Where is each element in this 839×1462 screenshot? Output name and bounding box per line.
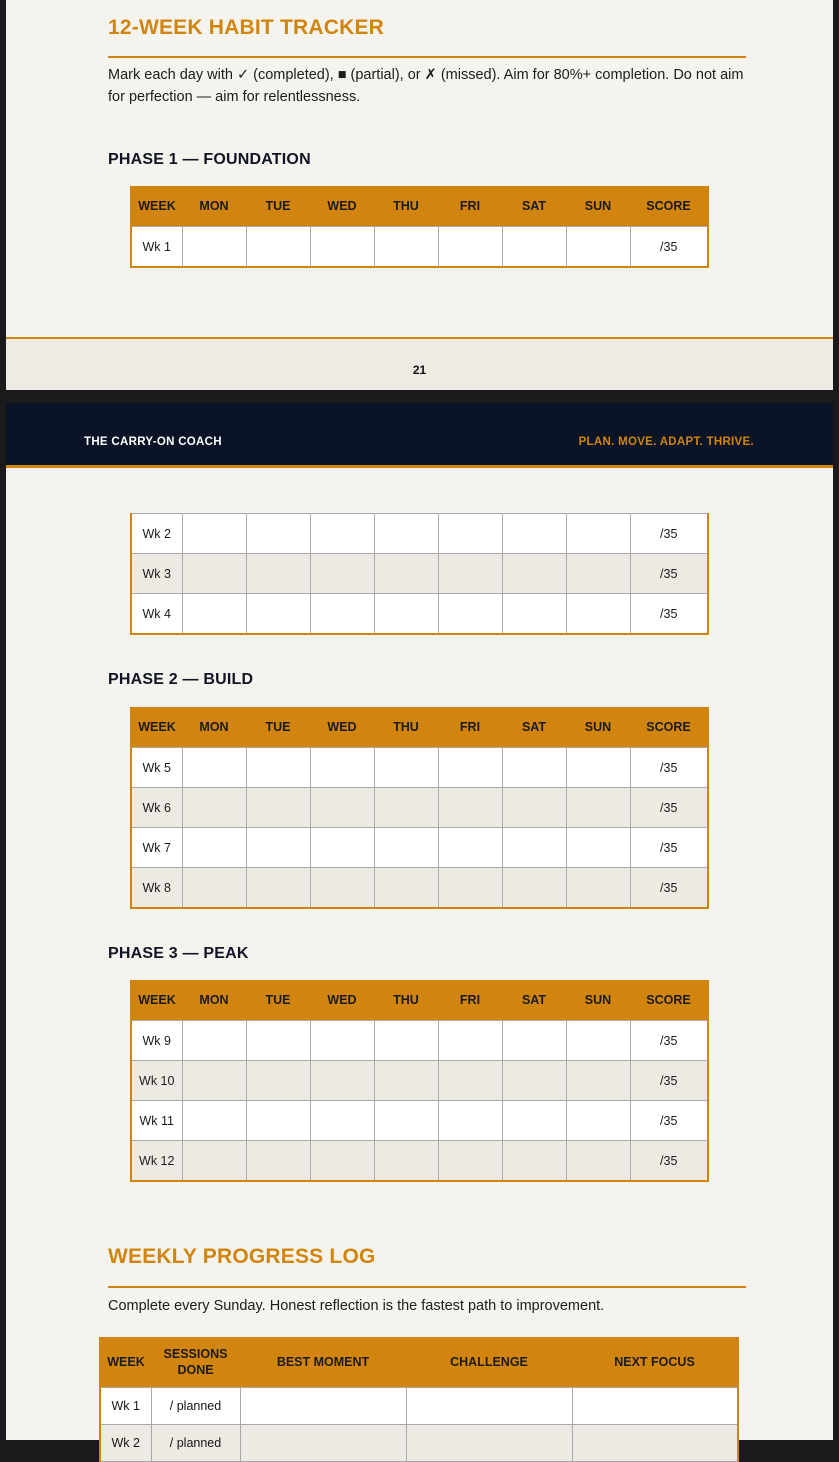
- day-cell[interactable]: [502, 594, 566, 635]
- day-cell[interactable]: [246, 1061, 310, 1101]
- day-cell[interactable]: [438, 1061, 502, 1101]
- table-row: [131, 1061, 708, 1101]
- week-cell: Wk 8: [131, 868, 182, 909]
- day-cell[interactable]: [502, 1021, 566, 1061]
- week-cell: Wk 7: [131, 828, 182, 868]
- day-cell[interactable]: [182, 1021, 246, 1061]
- column-header-sun: SUN: [566, 980, 630, 1021]
- day-cell[interactable]: [566, 788, 630, 828]
- day-cell[interactable]: [438, 868, 502, 909]
- day-cell[interactable]: [246, 514, 310, 554]
- column-header-wed: WED: [310, 980, 374, 1021]
- day-cell[interactable]: [182, 868, 246, 909]
- column-header-tue: TUE: [246, 980, 310, 1021]
- day-cell[interactable]: [182, 748, 246, 788]
- next-focus-cell[interactable]: [572, 1425, 738, 1462]
- day-cell[interactable]: [374, 514, 438, 554]
- column-header-thu: THU: [374, 186, 438, 227]
- column-header-fri: FRI: [438, 186, 502, 227]
- best-moment-cell[interactable]: [240, 1388, 406, 1425]
- day-cell[interactable]: [502, 227, 566, 268]
- phase-2-table: [130, 707, 709, 909]
- column-header-week: WEEK: [131, 186, 182, 227]
- sessions-cell[interactable]: / planned: [151, 1388, 240, 1425]
- score-cell[interactable]: /35: [630, 514, 708, 554]
- table-row: [131, 594, 708, 635]
- table-row: [131, 828, 708, 868]
- week-cell: Wk 1: [100, 1388, 151, 1425]
- day-cell[interactable]: [566, 227, 630, 268]
- column-header-tue: TUE: [246, 186, 310, 227]
- column-header-sun: SUN: [566, 186, 630, 227]
- phase-1-table: [130, 186, 709, 268]
- table-row: [100, 1388, 738, 1425]
- week-cell: Wk 10: [131, 1061, 182, 1101]
- column-header-week: WEEK: [131, 707, 182, 748]
- day-cell[interactable]: [246, 748, 310, 788]
- day-cell[interactable]: [374, 868, 438, 909]
- day-cell[interactable]: [182, 1061, 246, 1101]
- score-cell[interactable]: /35: [630, 227, 708, 268]
- day-cell[interactable]: [566, 514, 630, 554]
- day-cell[interactable]: [566, 1021, 630, 1061]
- week-cell: Wk 2: [100, 1425, 151, 1462]
- day-cell[interactable]: [310, 828, 374, 868]
- day-cell[interactable]: [246, 788, 310, 828]
- document-page-22: [6, 403, 833, 1450]
- progress-log-intro: Complete every Sunday. Honest reflection is the fastest path to improvement.: [108, 1298, 605, 1314]
- day-cell[interactable]: [246, 1021, 310, 1061]
- day-cell[interactable]: [502, 554, 566, 594]
- day-cell[interactable]: [310, 1061, 374, 1101]
- week-cell: Wk 4: [131, 594, 182, 635]
- day-cell[interactable]: [246, 868, 310, 909]
- next-focus-cell[interactable]: [572, 1388, 738, 1425]
- column-header-challenge: CHALLENGE: [406, 1337, 572, 1388]
- day-cell[interactable]: [502, 788, 566, 828]
- day-cell[interactable]: [246, 828, 310, 868]
- day-cell[interactable]: [310, 1101, 374, 1141]
- score-cell[interactable]: /35: [630, 1101, 708, 1141]
- day-cell[interactable]: [310, 554, 374, 594]
- challenge-cell[interactable]: [406, 1425, 572, 1462]
- table-row: [131, 868, 708, 909]
- column-header-mon: MON: [182, 186, 246, 227]
- day-cell[interactable]: [374, 227, 438, 268]
- score-cell[interactable]: /35: [630, 748, 708, 788]
- column-header-best-moment: BEST MOMENT: [240, 1337, 406, 1388]
- table-row: [131, 1101, 708, 1141]
- week-cell: Wk 2: [131, 514, 182, 554]
- day-cell[interactable]: [374, 1101, 438, 1141]
- phase-1-table-continued: [130, 513, 709, 635]
- column-header-score: SCORE: [630, 186, 708, 227]
- phase-3-heading: PHASE 3 — PEAK: [108, 945, 249, 962]
- week-cell: Wk 6: [131, 788, 182, 828]
- column-header-wed: WED: [310, 707, 374, 748]
- title-divider: [108, 56, 746, 58]
- day-cell[interactable]: [374, 1021, 438, 1061]
- day-cell[interactable]: [182, 514, 246, 554]
- title-divider: [108, 1286, 746, 1288]
- day-cell[interactable]: [566, 1141, 630, 1182]
- score-cell[interactable]: /35: [630, 788, 708, 828]
- table-row: [131, 788, 708, 828]
- day-cell[interactable]: [182, 1141, 246, 1182]
- day-cell[interactable]: [374, 748, 438, 788]
- brand-name: THE CARRY-ON COACH: [84, 436, 222, 448]
- progress-log-table: [99, 1337, 739, 1462]
- week-cell: Wk 12: [131, 1141, 182, 1182]
- day-cell[interactable]: [374, 828, 438, 868]
- day-cell[interactable]: [566, 748, 630, 788]
- table-row: [131, 227, 708, 268]
- week-cell: Wk 9: [131, 1021, 182, 1061]
- day-cell[interactable]: [438, 1021, 502, 1061]
- day-cell[interactable]: [310, 227, 374, 268]
- score-cell[interactable]: /35: [630, 868, 708, 909]
- day-cell[interactable]: [310, 1141, 374, 1182]
- column-header-score: SCORE: [630, 707, 708, 748]
- day-cell[interactable]: [566, 868, 630, 909]
- day-cell[interactable]: [438, 554, 502, 594]
- day-cell[interactable]: [182, 828, 246, 868]
- week-cell: Wk 11: [131, 1101, 182, 1141]
- day-cell[interactable]: [310, 514, 374, 554]
- table-row: [131, 1021, 708, 1061]
- day-cell[interactable]: [438, 514, 502, 554]
- day-cell[interactable]: [310, 748, 374, 788]
- day-cell[interactable]: [246, 1141, 310, 1182]
- progress-log-header: [100, 1337, 738, 1388]
- day-cell[interactable]: [182, 554, 246, 594]
- habit-tracker-title: 12-WEEK HABIT TRACKER: [108, 16, 385, 39]
- table-row: [131, 514, 708, 554]
- column-header-week: WEEK: [131, 980, 182, 1021]
- day-cell[interactable]: [502, 868, 566, 909]
- day-cell[interactable]: [374, 1061, 438, 1101]
- page-header-bar: [6, 403, 833, 468]
- day-cell[interactable]: [182, 594, 246, 635]
- page-footer: [6, 337, 833, 390]
- score-cell[interactable]: /35: [630, 594, 708, 635]
- week-cell: Wk 5: [131, 748, 182, 788]
- phase-2-table-header: [131, 707, 708, 748]
- day-cell[interactable]: [438, 788, 502, 828]
- week-cell: Wk 3: [131, 554, 182, 594]
- column-header-mon: MON: [182, 980, 246, 1021]
- week-cell: Wk 1: [131, 227, 182, 268]
- column-header-sun: SUN: [566, 707, 630, 748]
- day-cell[interactable]: [246, 554, 310, 594]
- day-cell[interactable]: [502, 1141, 566, 1182]
- day-cell[interactable]: [566, 828, 630, 868]
- column-header-thu: THU: [374, 707, 438, 748]
- day-cell[interactable]: [310, 594, 374, 635]
- column-header-wed: WED: [310, 186, 374, 227]
- day-cell[interactable]: [374, 1141, 438, 1182]
- score-cell[interactable]: /35: [630, 828, 708, 868]
- day-cell[interactable]: [502, 1101, 566, 1141]
- day-cell[interactable]: [566, 594, 630, 635]
- day-cell[interactable]: [502, 748, 566, 788]
- day-cell[interactable]: [246, 227, 310, 268]
- column-header-fri: FRI: [438, 980, 502, 1021]
- column-header-thu: THU: [374, 980, 438, 1021]
- day-cell[interactable]: [374, 788, 438, 828]
- score-cell[interactable]: /35: [630, 554, 708, 594]
- day-cell[interactable]: [566, 1061, 630, 1101]
- sessions-cell[interactable]: / planned: [151, 1425, 240, 1462]
- day-cell[interactable]: [502, 828, 566, 868]
- phase-1-table-header: [131, 186, 708, 227]
- day-cell[interactable]: [502, 1061, 566, 1101]
- table-row: [131, 1141, 708, 1182]
- day-cell[interactable]: [566, 554, 630, 594]
- day-cell[interactable]: [438, 1141, 502, 1182]
- day-cell[interactable]: [310, 788, 374, 828]
- day-cell[interactable]: [310, 1021, 374, 1061]
- score-cell[interactable]: /35: [630, 1021, 708, 1061]
- document-page-21: [6, 0, 833, 388]
- day-cell[interactable]: [182, 227, 246, 268]
- column-header-next-focus: NEXT FOCUS: [572, 1337, 738, 1388]
- day-cell[interactable]: [438, 227, 502, 268]
- column-header-sat: SAT: [502, 980, 566, 1021]
- table-row: [131, 554, 708, 594]
- best-moment-cell[interactable]: [240, 1425, 406, 1462]
- column-header-tue: TUE: [246, 707, 310, 748]
- brand-tagline: PLAN. MOVE. ADAPT. THRIVE.: [578, 436, 754, 448]
- page-number: 21: [412, 363, 427, 377]
- phase-1-heading: PHASE 1 — FOUNDATION: [108, 151, 311, 168]
- day-cell[interactable]: [246, 1101, 310, 1141]
- day-cell[interactable]: [438, 748, 502, 788]
- column-header-score: SCORE: [630, 980, 708, 1021]
- day-cell[interactable]: [182, 1101, 246, 1141]
- column-header-fri: FRI: [438, 707, 502, 748]
- day-cell[interactable]: [502, 514, 566, 554]
- phase-2-heading: PHASE 2 — BUILD: [108, 671, 254, 688]
- score-cell[interactable]: /35: [630, 1141, 708, 1182]
- phase-3-table: [130, 980, 709, 1182]
- column-header-week: WEEK: [100, 1337, 151, 1388]
- day-cell[interactable]: [310, 868, 374, 909]
- habit-tracker-intro: Mark each day with ✓ (completed), ■ (partial), or ✗ (missed). Aim for 80%+ completion. Do not aim for perfection — aim for relentlessness.: [108, 67, 744, 105]
- day-cell[interactable]: [438, 1101, 502, 1141]
- progress-log-title: WEEKLY PROGRESS LOG: [108, 1245, 376, 1268]
- column-header-sat: SAT: [502, 707, 566, 748]
- table-row: [131, 748, 708, 788]
- day-cell[interactable]: [182, 788, 246, 828]
- day-cell[interactable]: [374, 554, 438, 594]
- column-header-mon: MON: [182, 707, 246, 748]
- challenge-cell[interactable]: [406, 1388, 572, 1425]
- day-cell[interactable]: [246, 594, 310, 635]
- table-row: [100, 1425, 738, 1462]
- column-header-sessions-done: SESSIONS DONE: [151, 1337, 240, 1388]
- phase-3-table-header: [131, 980, 708, 1021]
- day-cell[interactable]: [438, 594, 502, 635]
- score-cell[interactable]: /35: [630, 1061, 708, 1101]
- day-cell[interactable]: [566, 1101, 630, 1141]
- day-cell[interactable]: [374, 594, 438, 635]
- day-cell[interactable]: [438, 828, 502, 868]
- column-header-sat: SAT: [502, 186, 566, 227]
